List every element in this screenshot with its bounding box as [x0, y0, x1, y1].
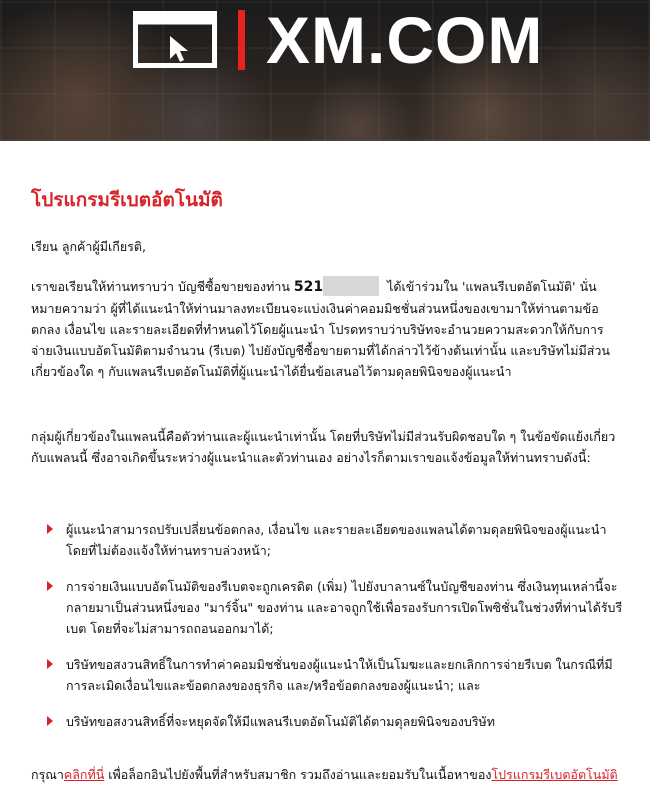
footer-prefix: กรุณา [31, 767, 64, 782]
disclaimer-paragraph: กลุ่มผู้เกี่ยวข้องในแพลนนี้คือตัวท่านและผู้แนะนำเท่านั้น โดยที่บริษัทไม่มีส่วนรับผิดชอบใด ๆ ในข้อขัดแย้งเกี่ยวกับแพลนนี้ ซึ่งอาจเกิดขึ้นระหว่างผู้แนะนำและตัวท่านเอง อย่างไรก็ตามเราขอแจ้งข้อมูลให้ท่านทราบดังนี้: [31, 429, 616, 465]
intro-paragraph [31, 276, 623, 382]
list-item-text: บริษัทขอสงวนสิทธิ์ในการทำค่าคอมมิชชั่นของผู้แนะนำให้เป็นโมฆะและยกเลิกการจ่ายรีเบต ในกรณีที่มีการละเมิดเงื่อนไขและข้อตกลงของธุรกิจ และ/หรือข้อตกลงของผู้แนะนำ; และ [66, 657, 613, 693]
header-banner [0, 0, 650, 141]
logo-divider [238, 10, 245, 70]
brand-logo: XM.COM [266, 3, 544, 77]
bullet-arrow-icon [47, 524, 53, 534]
greeting: เรียน ลูกค้าผู้มีเกียรติ, [31, 239, 146, 254]
list-item [47, 654, 623, 696]
list-item [47, 519, 623, 561]
bullet-arrow-icon [47, 716, 53, 726]
footer-instruction [31, 764, 623, 785]
bullet-arrow-icon [47, 581, 53, 591]
list-item [47, 576, 623, 639]
click-here-link[interactable]: คลิกที่นี่ [63, 767, 105, 782]
account-number-mask [323, 276, 379, 296]
terms-list [47, 519, 623, 747]
list-item-text: ผู้แนะนำสามารถปรับเปลี่ยนข้อตกลง, เงื่อนไข และรายละเอียดของแพลนได้ตามดุลยพินิจของผู้แนะนำ โดยที่ไม่ต้องแจ้งให้ท่านทราบล่วงหน้า; [66, 522, 607, 558]
list-item-text: บริษัทขอสงวนสิทธิ์ที่จะหยุดจัดให้มีแพลนรีเบตอัตโนมัติได้ตามดุลยพินิจของบริษัท [66, 714, 496, 729]
list-item [47, 711, 623, 732]
browser-cursor-icon [133, 11, 217, 68]
bullet-arrow-icon [47, 659, 53, 669]
intro-text-start: เราขอเรียนให้ท่านทราบว่า บัญชีซื้อขายของท่าน [31, 279, 294, 294]
footer-middle: เพื่อล็อกอินไปยังพื้นที่สำหรับสมาชิก รวมถึงอ่านและยอมรับในเนื้อหาของ [104, 767, 492, 782]
rebate-program-link[interactable]: โปรแกรมรีเบตอัตโนมัติ [491, 767, 618, 782]
list-item-text: การจ่ายเงินแบบอัตโนมัติของรีเบตจะถูกเครดิต (เพิ่ม) ไปยังบาลานซ์ในบัญชีของท่าน ซึ่งเงินทุนเหล่านี้จะกลายมาเป็นส่วนหนึ่งของ "มาร์จิ้น" ของท่าน และอาจถูกใช้เพื่อรองรับการเปิดโพซิชั่นในช่วงที่ท่านได้รับรีเบต โดยที่จะไม่สามารถถอนออกมาได้; [66, 579, 623, 636]
account-number: 521 [293, 279, 324, 295]
intro-text-end: ได้เข้าร่วมใน 'แพลนรีเบตอัตโนมัติ' นั่นหมายความว่า ผู้ที่ได้แนะนำให้ท่านมาลงทะเบียนจะแบ่งเงินค่าคอมมิชชั่นส่วนหนึ่งของเขามาให้ท่านตามข้อตกลง เงื่อนไข และรายละเอียดที่ทำหนดไว้โดยผู้แนะนำ โปรดทราบว่าบริษัทจะอำนวยความสะดวกให้กับการจ่ายเงินแบบอัตโนมัติตามจำนวน (รีเบต) ไปยังบัญชีซื้อขายตามที่ได้กล่าวไว้ข้างต้นเท่านั้น และบริษัทไม่มีส่วนเกี่ยวข้องใด ๆ กับแพลนรีเบตอัตโนมัติที่ผู้แนะนำได้ยื่นข้อเสนอไว้ตามดุลยพินิจของผู้แนะนำ [31, 279, 610, 379]
page-title: โปรแกรมรีเบตอัตโนมัติ [31, 189, 223, 211]
